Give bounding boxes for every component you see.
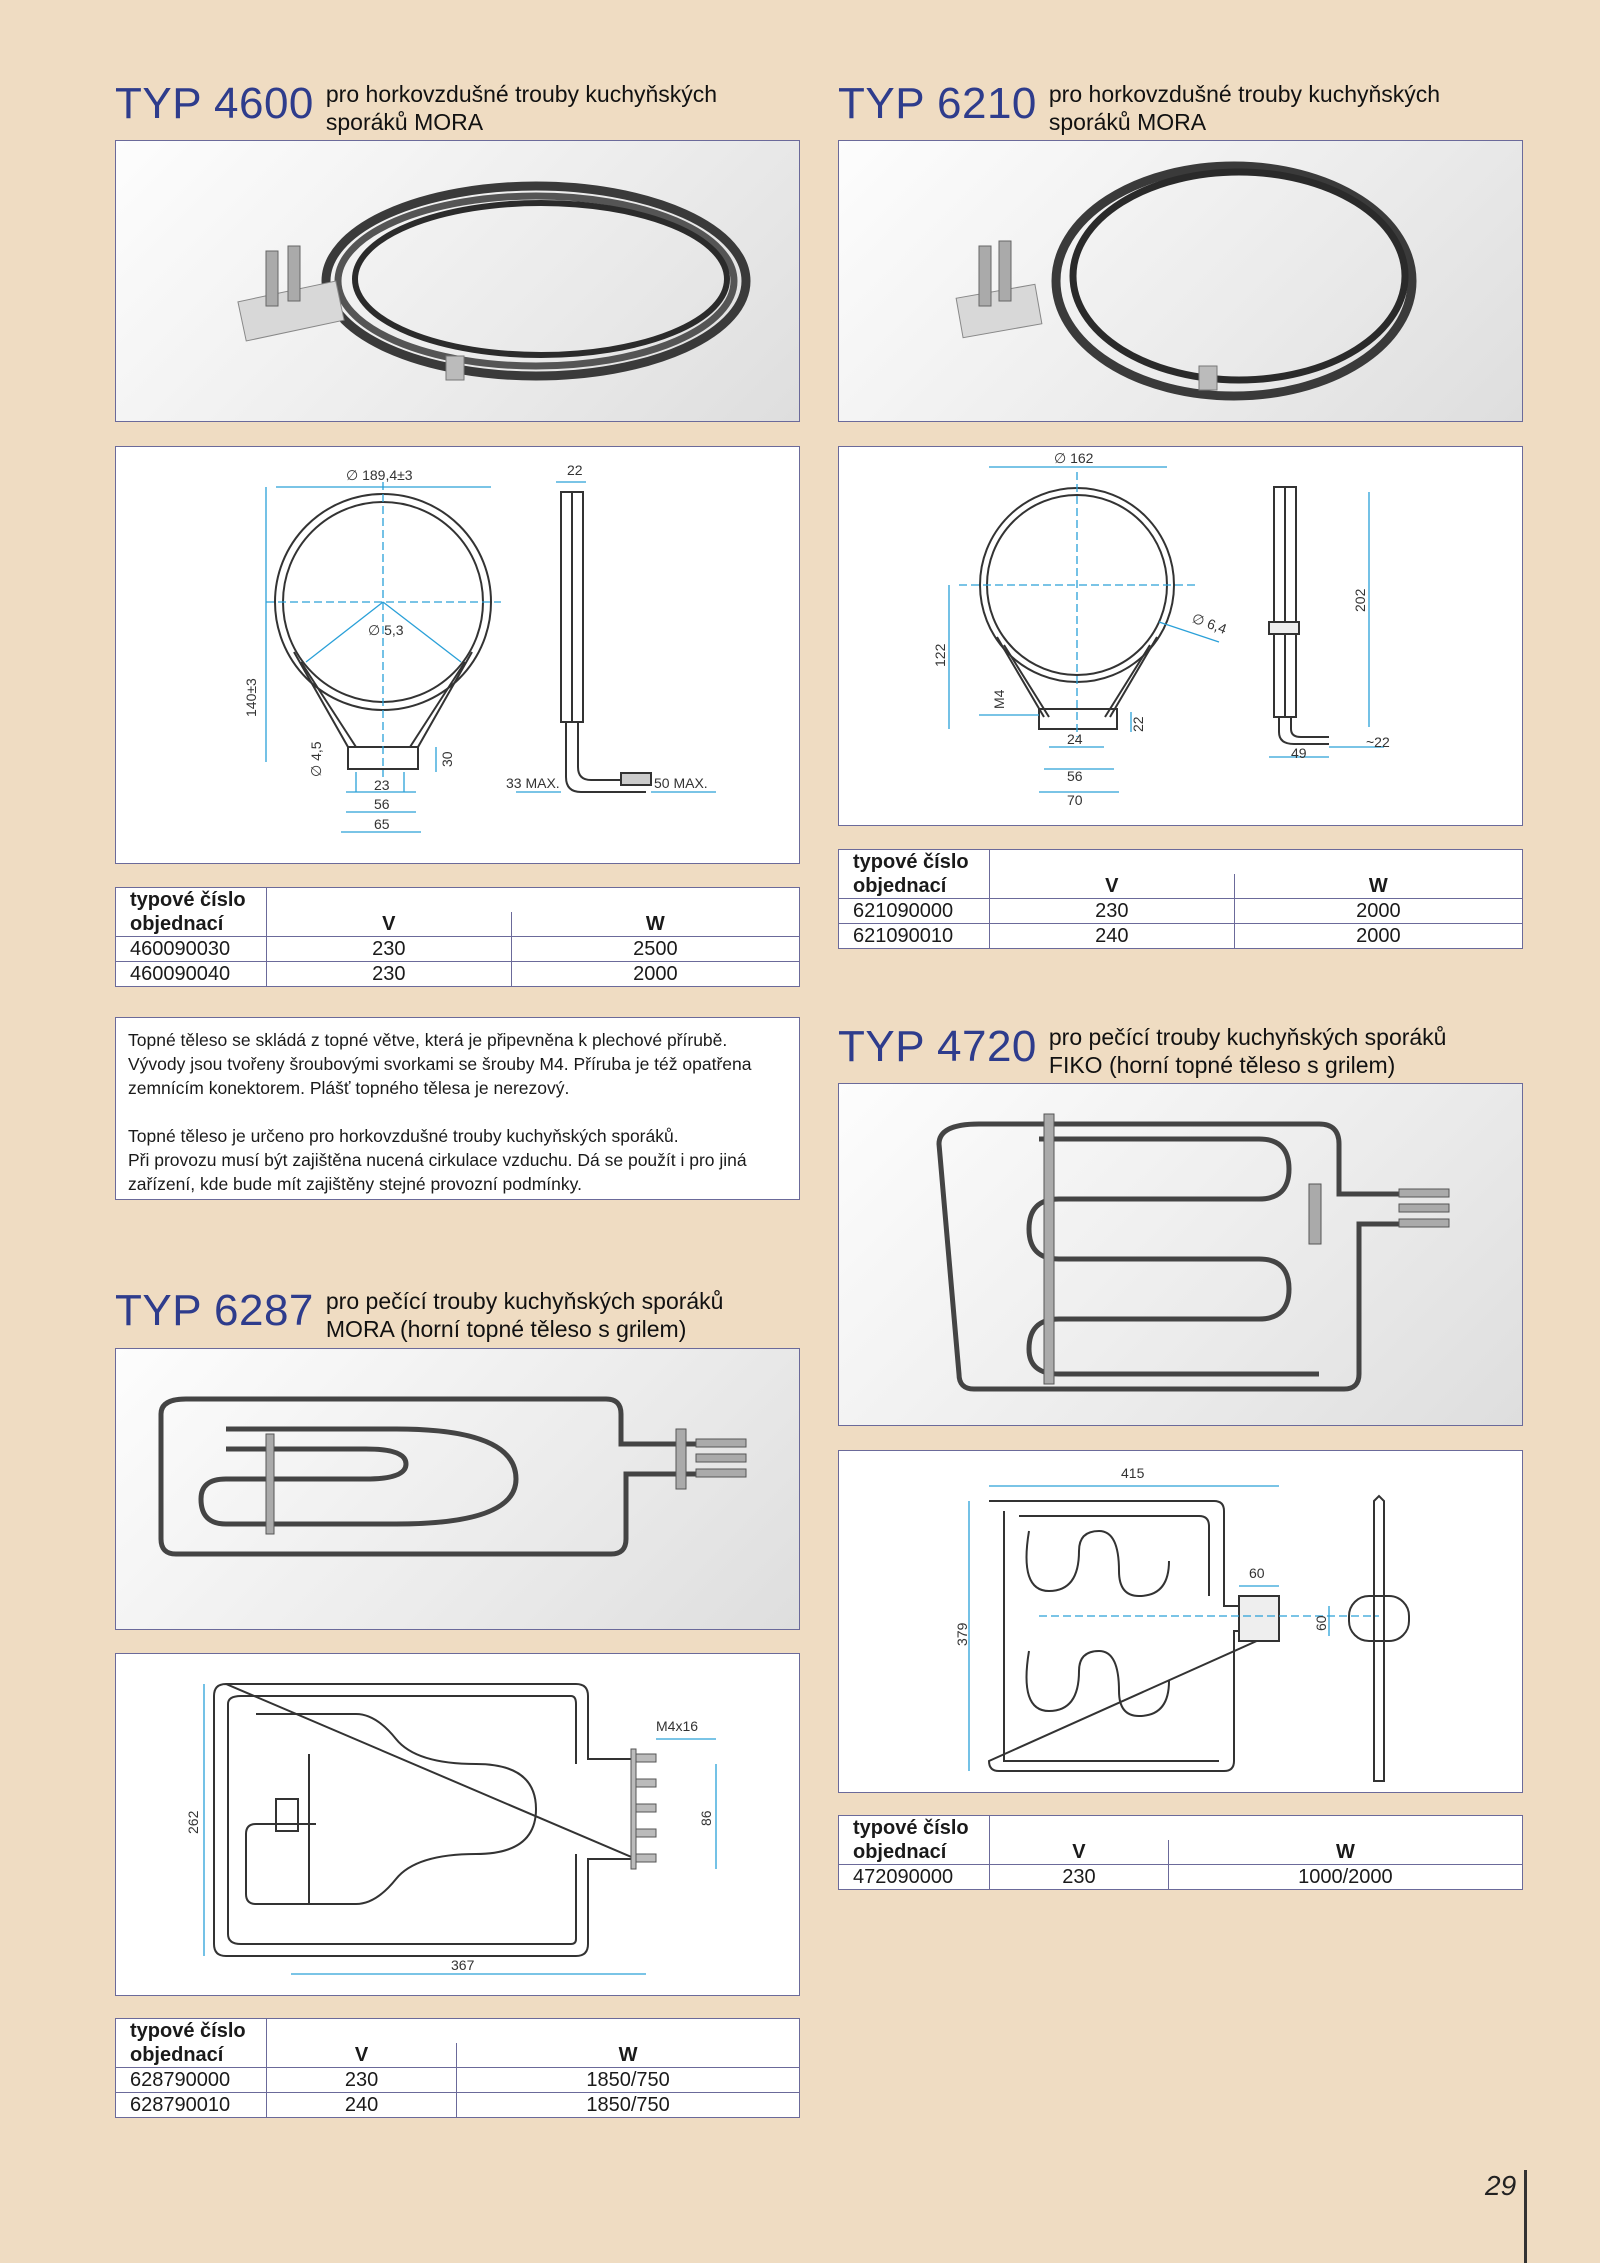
grill-element-photo: [116, 1349, 798, 1628]
order-number: 628790010: [116, 2093, 267, 2118]
drawing-4720: [838, 1450, 1523, 1793]
order-number: 460090030: [116, 937, 267, 962]
order-number: 621090000: [839, 899, 990, 924]
dim-label: 60: [1249, 1565, 1265, 1581]
drawing-6287: [115, 1653, 800, 1996]
table-header: typové číslo: [839, 850, 990, 875]
dim-label: 70: [1067, 792, 1083, 808]
order-number: 621090010: [839, 924, 990, 949]
power: 2000: [1234, 899, 1522, 924]
dim-label: 33 MAX.: [506, 775, 560, 791]
power: 1850/750: [457, 2068, 800, 2093]
voltage: 240: [267, 2093, 457, 2118]
table-header-v: V: [267, 2043, 457, 2068]
table-header-v: V: [267, 912, 512, 937]
table-row: [116, 962, 800, 987]
table-row: [839, 899, 1523, 924]
table-row: [839, 924, 1523, 949]
spec-table-6287: [115, 2018, 800, 2118]
order-number: 472090000: [839, 1865, 990, 1890]
dim-label: 262: [185, 1810, 201, 1834]
description-paragraph: Topné těleso je určeno pro horkovzdušné trouby kuchyňských sporáků. Při provozu musí být zajištěna nucená cirkulace vzduchu. Dá se použít i pro jiná zařízení, kde bude mít zajištěny stejné provozní podmínky.: [128, 1126, 747, 1194]
drawing-4600: [115, 446, 800, 864]
table-row: [839, 1865, 1523, 1890]
power: 2000: [511, 962, 799, 987]
typ-subtitle: pro pečící trouby kuchyňských sporáků MORA (horní topné těleso s grilem): [325, 1288, 724, 1342]
dim-label: 65: [374, 816, 390, 832]
dim-label: M4x16: [656, 1718, 699, 1734]
typ-subtitle: pro horkovzdušné trouby kuchyňských sporáků MORA: [1048, 81, 1441, 135]
table-header-w: W: [1234, 874, 1522, 899]
dim-label: 202: [1352, 588, 1368, 612]
table-header: objednací: [116, 912, 267, 937]
page-number: 29: [1485, 2170, 1517, 2201]
dim-label: 86: [698, 1810, 714, 1826]
dim-label: 22: [567, 462, 583, 478]
typ-label: TYP 6287: [115, 1286, 314, 1335]
table-header-v: V: [990, 1840, 1169, 1865]
dim-label: ∅ 4,5: [308, 741, 324, 777]
typ-subtitle: pro horkovzdušné trouby kuchyňských sporáků MORA: [325, 81, 718, 135]
photo-heating-element-4720: [838, 1083, 1523, 1426]
dim-label: 60: [1313, 1615, 1329, 1631]
table-header: objednací: [839, 1840, 990, 1865]
order-number: 628790000: [116, 2068, 267, 2093]
dim-label: 22: [1130, 716, 1146, 732]
dim-label: 49: [1291, 745, 1307, 761]
power: 2000: [1234, 924, 1522, 949]
spec-table-4720: [838, 1815, 1523, 1890]
photo-heating-element-6210: [838, 140, 1523, 422]
voltage: 230: [990, 1865, 1169, 1890]
dim-label: ∅ 5,3: [368, 622, 404, 638]
description-box: [115, 1017, 800, 1200]
table-header: typové číslo: [116, 2019, 267, 2044]
table-header: objednací: [839, 874, 990, 899]
table-header-w: W: [511, 912, 799, 937]
title-typ-4600: [115, 80, 717, 136]
table-row: [116, 2068, 800, 2093]
grill-element-photo: [839, 1084, 1521, 1424]
dim-label: 415: [1121, 1465, 1145, 1481]
photo-heating-element-4600: [115, 140, 800, 422]
typ-subtitle: pro pečící trouby kuchyňských sporáků FIKO (horní topné těleso s grilem): [1048, 1024, 1447, 1078]
title-typ-4720: [838, 1023, 1446, 1079]
description-paragraph: Topné těleso se skládá z topné větve, která je připevněna k plechové přírubě. Vývody jsou tvořeny šroubovými svorkami se šrouby M4. Příruba je též opatřena zemnícím konektorem. Plášť topného tělesa je nerezový.: [128, 1030, 752, 1098]
dim-label: 50 MAX.: [654, 775, 708, 791]
dim-label: 23: [374, 777, 390, 793]
title-typ-6210: [838, 80, 1440, 136]
voltage: 240: [990, 924, 1235, 949]
dim-label: 379: [954, 1622, 970, 1646]
power: 2500: [511, 937, 799, 962]
drawing-6210: [838, 446, 1523, 826]
technical-drawing-4720: [839, 1451, 1521, 1791]
table-header-w: W: [1168, 1840, 1522, 1865]
technical-drawing-4600: [116, 447, 798, 862]
dim-label: 24: [1067, 731, 1083, 747]
voltage: 230: [267, 962, 512, 987]
dim-label: 122: [932, 643, 948, 667]
order-number: 460090040: [116, 962, 267, 987]
dim-label: 367: [451, 1957, 475, 1973]
dim-label: M4: [991, 689, 1007, 709]
voltage: 230: [267, 2068, 457, 2093]
voltage: 230: [267, 937, 512, 962]
dim-label: ∅ 6,4: [1189, 609, 1229, 637]
photo-heating-element-6287: [115, 1348, 800, 1630]
dim-label: 56: [1067, 768, 1083, 784]
power: 1000/2000: [1168, 1865, 1522, 1890]
table-header: objednací: [116, 2043, 267, 2068]
dim-label: ~22: [1366, 734, 1390, 750]
title-typ-6287: [115, 1287, 723, 1343]
circular-element-photo: [839, 141, 1521, 420]
dim-label: 30: [439, 751, 455, 767]
dim-diameter: ∅ 162: [1054, 450, 1094, 466]
table-header-v: V: [990, 874, 1235, 899]
technical-drawing-6287: [116, 1654, 798, 1994]
spec-table-6210: [838, 849, 1523, 949]
dim-label: 56: [374, 796, 390, 812]
table-header: typové číslo: [116, 888, 267, 913]
table-row: [116, 2093, 800, 2118]
table-header-w: W: [457, 2043, 800, 2068]
voltage: 230: [990, 899, 1235, 924]
typ-label: TYP 4600: [115, 79, 314, 128]
circular-element-photo: [116, 141, 798, 420]
table-row: [116, 937, 800, 962]
page-number-rule: [1524, 2170, 1527, 2263]
dim-diameter: ∅ 189,4±3: [346, 467, 413, 483]
typ-label: TYP 6210: [838, 79, 1037, 128]
dim-label: 140±3: [243, 678, 259, 717]
power: 1850/750: [457, 2093, 800, 2118]
technical-drawing-6210: [839, 447, 1521, 824]
spec-table-4600: [115, 887, 800, 987]
table-header: typové číslo: [839, 1816, 990, 1841]
typ-label: TYP 4720: [838, 1022, 1037, 1071]
